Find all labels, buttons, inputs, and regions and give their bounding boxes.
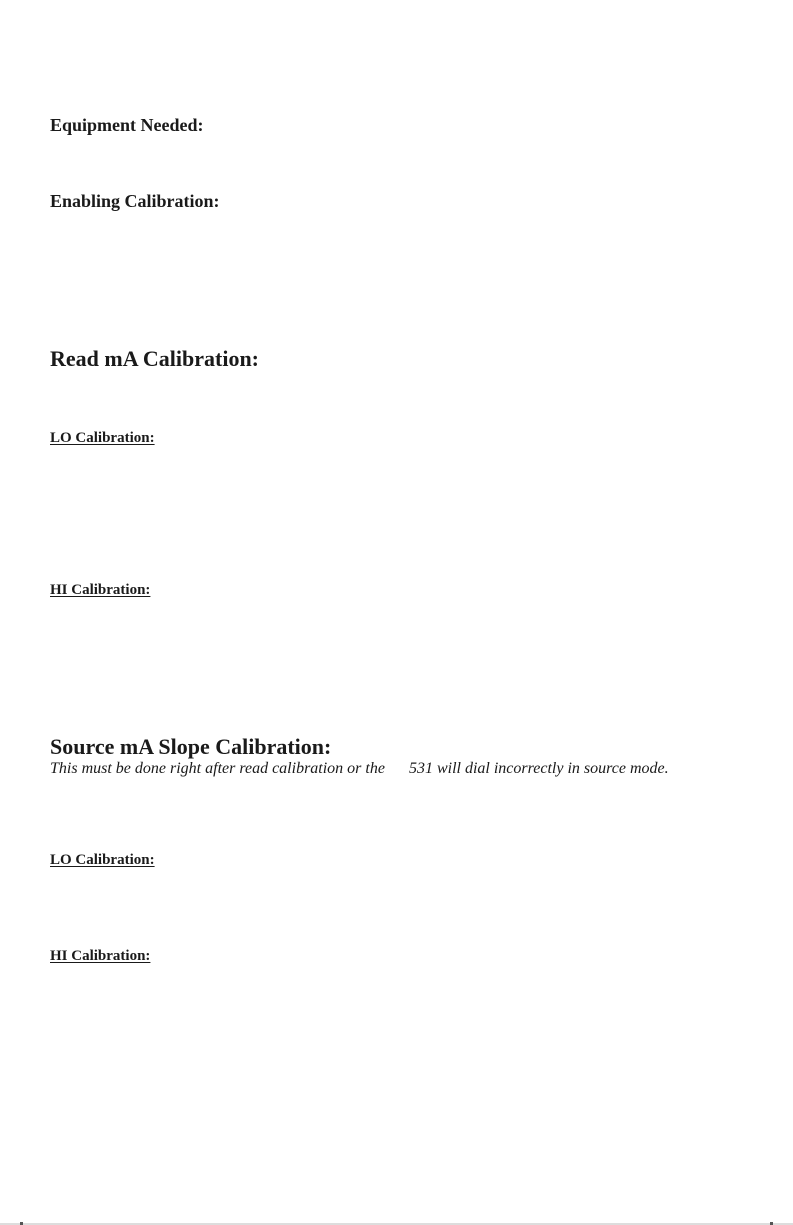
equipment-needed-heading: Equipment Needed:: [50, 115, 204, 135]
read-ma-calibration-heading: Read mA Calibration:: [50, 346, 259, 371]
read-lo-calibration-heading: LO Calibration:: [50, 430, 155, 446]
source-note-part1: This must be done right after read calibration or the: [50, 760, 385, 777]
source-lo-calibration-heading: LO Calibration:: [50, 852, 155, 868]
enabling-calibration-heading: Enabling Calibration:: [50, 191, 220, 211]
read-hi-calibration-heading: HI Calibration:: [50, 582, 151, 598]
source-calibration-note: [50, 760, 669, 778]
source-hi-calibration-heading: HI Calibration:: [50, 948, 151, 964]
source-ma-slope-calibration-heading: Source mA Slope Calibration:: [50, 734, 332, 759]
source-note-part2: 531 will dial incorrectly in source mode.: [408, 760, 669, 777]
